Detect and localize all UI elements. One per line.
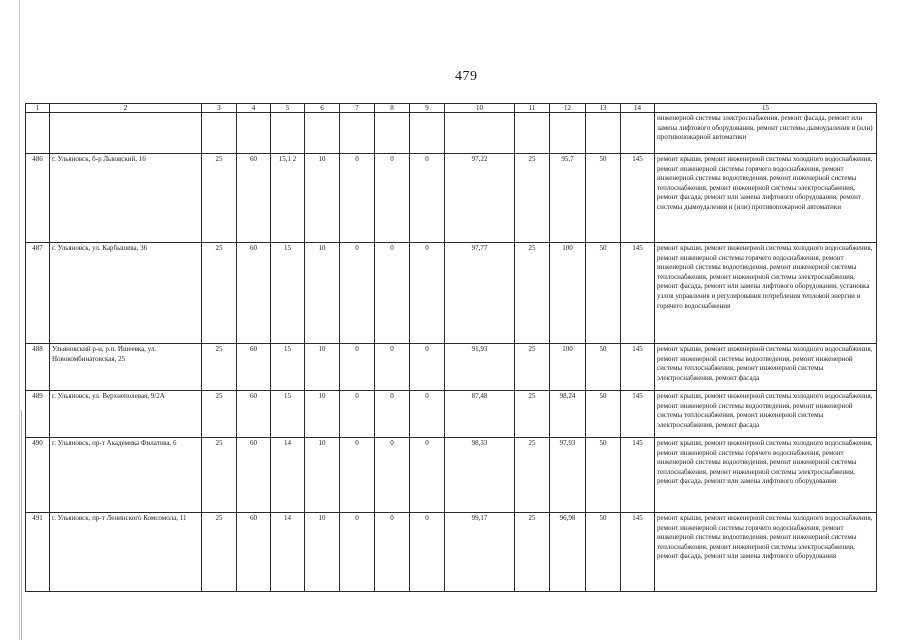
value-cell: 25 <box>202 391 237 438</box>
value-cell: 97,93 <box>550 438 586 513</box>
value-cell: 10 <box>305 513 340 592</box>
value-cell: 0 <box>375 391 410 438</box>
row-number: 491 <box>26 513 50 592</box>
value-cell: 25 <box>202 243 237 344</box>
value-cell: 60 <box>237 243 271 344</box>
value-cell: 0 <box>340 243 375 344</box>
page-edge-line-lower <box>21 410 22 640</box>
value-cell: 10 <box>305 344 340 391</box>
table-row <box>26 438 877 513</box>
row-number: 486 <box>26 154 50 243</box>
value-cell: 145 <box>621 513 655 592</box>
value-cell: 100 <box>550 344 586 391</box>
value-cell: 25 <box>515 438 550 513</box>
column-header: 3 <box>202 104 237 113</box>
column-header: 14 <box>621 104 655 113</box>
value-cell: 97,22 <box>445 154 515 243</box>
value-cell: 0 <box>410 391 445 438</box>
value-cell: 0 <box>375 344 410 391</box>
column-number-header-row <box>26 104 877 113</box>
row-number: 490 <box>26 438 50 513</box>
value-cell: 0 <box>375 438 410 513</box>
table-row <box>26 513 877 592</box>
column-header: 11 <box>515 104 550 113</box>
value-cell: 60 <box>237 154 271 243</box>
value-cell: 96,98 <box>550 513 586 592</box>
column-header: 1 <box>26 104 50 113</box>
column-header: 9 <box>410 104 445 113</box>
value-cell: 0 <box>410 344 445 391</box>
works-cell: ремонт крыши, ремонт инженерной системы холодного водоснабжения, ремонт инженерной системы горячего водоснабжения, ремонт инженерной системы водоотведения, ремонт инженерной системы теплоснабжения, ремонт инженерной системы электроснабжения, ремонт фасада, ремонт или замена лифтового оборудования <box>655 438 877 513</box>
value-cell: 0 <box>410 438 445 513</box>
value-cell: 87,48 <box>445 391 515 438</box>
row-number: 489 <box>26 391 50 438</box>
value-cell: 0 <box>410 513 445 592</box>
value-cell: 10 <box>305 243 340 344</box>
value-cell: 0 <box>340 438 375 513</box>
value-cell: 10 <box>305 154 340 243</box>
value-cell: 0 <box>340 344 375 391</box>
address-cell: г. Ульяновск, б-р Львовский, 16 <box>50 154 202 243</box>
column-header: 8 <box>375 104 410 113</box>
value-cell: 60 <box>237 391 271 438</box>
works-cell: ремонт крыши, ремонт инженерной системы холодного водоснабжения, ремонт инженерной системы водоотведения, ремонт инженерной системы теплоснабжения, ремонт инженерной системы электроснабжения, ремонт фасада <box>655 391 877 438</box>
column-header: 15 <box>655 104 877 113</box>
column-header: 7 <box>340 104 375 113</box>
works-cell: ремонт крыши, ремонт инженерной системы холодного водоснабжения, ремонт инженерной системы горячего водоснабжения, ремонт инженерной системы водоотведения, ремонт инженерной системы теплоснабжения, ремонт инженерной системы электроснабжения, ремонт фасада, ремонт или замена лифтового оборудования, ремонт системы дымоудаления и (или) противопожарной автоматики <box>655 154 877 243</box>
value-cell: 25 <box>202 513 237 592</box>
value-cell: 0 <box>375 154 410 243</box>
value-cell: 98,33 <box>445 438 515 513</box>
value-cell: 25 <box>515 344 550 391</box>
value-cell: 60 <box>237 344 271 391</box>
table-row <box>26 344 877 391</box>
value-cell: 50 <box>586 344 621 391</box>
value-cell: 25 <box>515 243 550 344</box>
value-cell: 25 <box>515 513 550 592</box>
value-cell: 25 <box>515 154 550 243</box>
address-cell: Ульяновский р-н, р.п. Ишеевка, ул. Новокомбинатовская, 25 <box>50 344 202 391</box>
table-row-continuation <box>26 113 877 154</box>
works-cell: ремонт крыши, ремонт инженерной системы холодного водоснабжения, ремонт инженерной системы водоотведения, ремонт инженерной системы теплоснабжения, ремонт инженерной системы электроснабжения, ремонт фасада <box>655 344 877 391</box>
works-table <box>25 103 877 592</box>
value-cell: 0 <box>375 513 410 592</box>
works-cell: ремонт крыши, ремонт инженерной системы холодного водоснабжения, ремонт инженерной системы горячего водоснабжения, ремонт инженерной системы водоотведения, ремонт инженерной системы теплоснабжения, ремонт инженерной системы электроснабжения, ремонт фасада, ремонт или замена лифтового оборудования, установка узлов управления и регулирования потребления тепловой энергии и горячего водоснабжения <box>655 243 877 344</box>
value-cell: 0 <box>410 154 445 243</box>
value-cell: 25 <box>202 438 237 513</box>
address-cell: г. Ульяновск, пр-т Ленинского Комсомола, 11 <box>50 513 202 592</box>
value-cell: 15,1 2 <box>271 154 305 243</box>
value-cell: 50 <box>586 243 621 344</box>
value-cell: 145 <box>621 438 655 513</box>
value-cell: 15 <box>271 344 305 391</box>
value-cell: 60 <box>237 513 271 592</box>
column-header: 10 <box>445 104 515 113</box>
table-row <box>26 391 877 438</box>
value-cell: 91,93 <box>445 344 515 391</box>
value-cell: 50 <box>586 513 621 592</box>
value-cell: 10 <box>305 438 340 513</box>
value-cell: 60 <box>237 438 271 513</box>
column-header: 6 <box>305 104 340 113</box>
row-number: 488 <box>26 344 50 391</box>
value-cell: 145 <box>621 243 655 344</box>
value-cell: 97,77 <box>445 243 515 344</box>
value-cell: 0 <box>375 243 410 344</box>
value-cell: 0 <box>340 513 375 592</box>
column-header: 13 <box>586 104 621 113</box>
value-cell: 14 <box>271 438 305 513</box>
value-cell: 50 <box>586 391 621 438</box>
value-cell: 50 <box>586 154 621 243</box>
page-edge-line <box>19 0 20 640</box>
address-cell: г. Ульяновск, пр-т Академика Филатова, 6 <box>50 438 202 513</box>
address-cell: г. Ульяновск, ул. Карбышева, 36 <box>50 243 202 344</box>
value-cell: 145 <box>621 154 655 243</box>
column-header: 2 <box>50 104 202 113</box>
address-cell: г. Ульяновск, ул. Верхнеполевая, 9/2А <box>50 391 202 438</box>
value-cell: 99,17 <box>445 513 515 592</box>
column-header: 12 <box>550 104 586 113</box>
table-row <box>26 154 877 243</box>
row-number: 487 <box>26 243 50 344</box>
value-cell: 98,24 <box>550 391 586 438</box>
value-cell: 95,7 <box>550 154 586 243</box>
value-cell: 145 <box>621 344 655 391</box>
value-cell: 15 <box>271 391 305 438</box>
works-cell: инженерной системы электроснабжения, ремонт фасада, ремонт или замена лифтового оборудования, ремонт системы дымоудаления и (или) противопожарной автоматики <box>655 113 877 154</box>
value-cell: 145 <box>621 391 655 438</box>
value-cell: 50 <box>586 438 621 513</box>
column-header: 5 <box>271 104 305 113</box>
value-cell: 10 <box>305 391 340 438</box>
value-cell: 25 <box>202 154 237 243</box>
value-cell: 0 <box>340 154 375 243</box>
value-cell: 25 <box>515 391 550 438</box>
value-cell: 15 <box>271 243 305 344</box>
column-header: 4 <box>237 104 271 113</box>
value-cell: 100 <box>550 243 586 344</box>
value-cell: 0 <box>340 391 375 438</box>
value-cell: 14 <box>271 513 305 592</box>
page-number: 479 <box>455 69 478 84</box>
works-cell: ремонт крыши, ремонт инженерной системы холодного водоснабжения, ремонт инженерной системы горячего водоснабжения, ремонт инженерной системы водоотведения, ремонт инженерной системы теплоснабжения, ремонт инженерной системы электроснабжения, ремонт фасада, ремонт или замена лифтового оборудования <box>655 513 877 592</box>
value-cell: 25 <box>202 344 237 391</box>
table-row <box>26 243 877 344</box>
value-cell: 0 <box>410 243 445 344</box>
